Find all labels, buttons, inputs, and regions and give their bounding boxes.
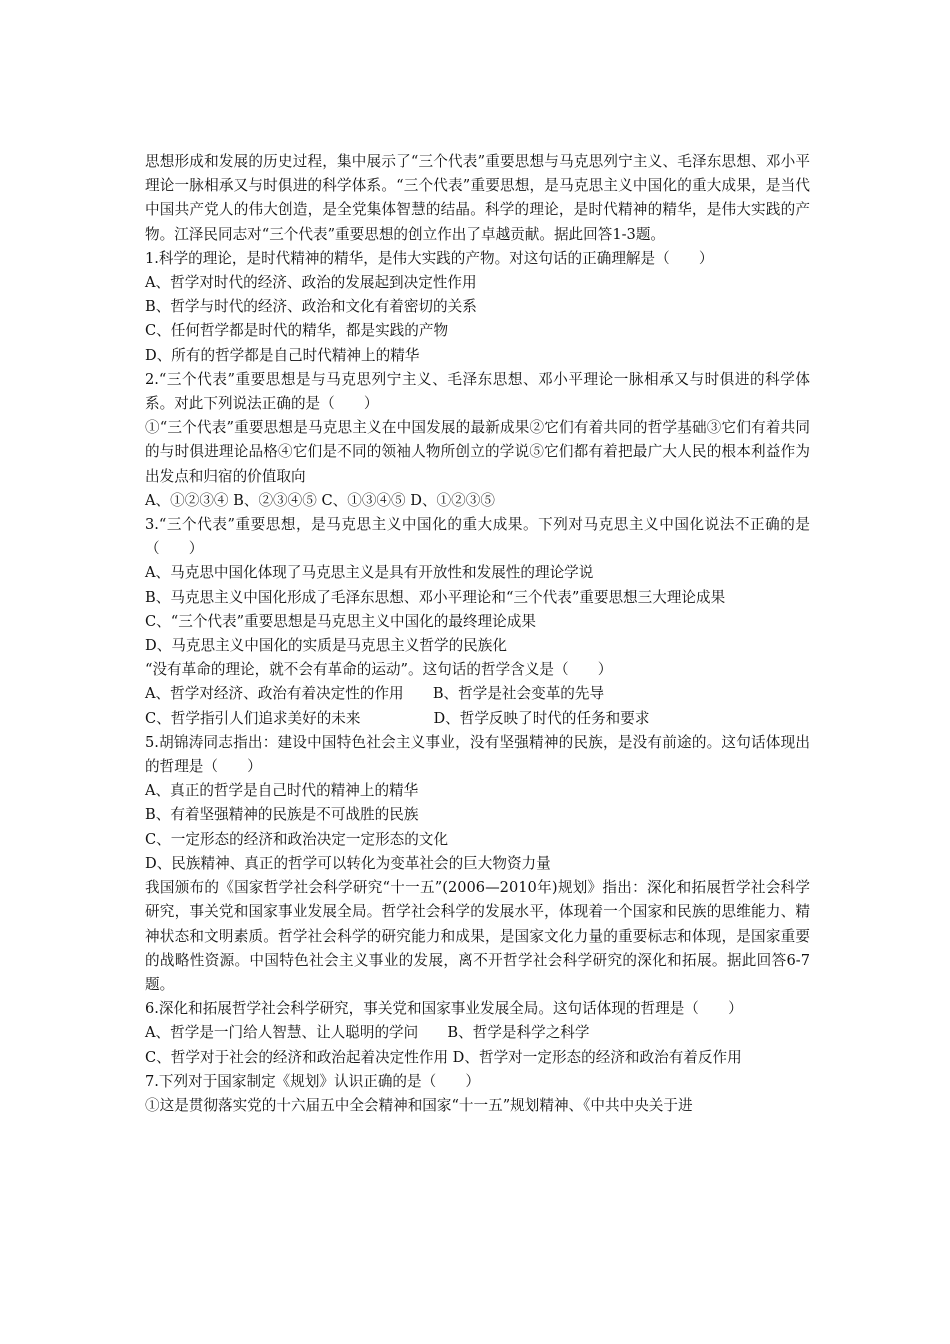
q2-options: A、①②③④ B、②③④⑤ C、①③④⑤ D、①②③⑤: [145, 491, 495, 509]
question-7: 7.下列对于国家制定《规划》认识正确的是（ ）: [145, 1072, 480, 1090]
q5-option-c: C、一定形态的经济和政治决定一定形态的文化: [145, 830, 449, 848]
q1-option-d: D、所有的哲学都是自己时代精神上的精华: [145, 346, 420, 364]
question-5: 5.胡锦涛同志指出：建设中国特色社会主义事业，没有坚强精神的民族，是没有前途的。这句话体现出的哲理是（ ）: [145, 733, 810, 776]
q6-options-ab: A、哲学是一门给人智慧、让人聪明的学问 B、哲学是科学之科学: [145, 1024, 590, 1042]
q1-option-b: B、哲学与时代的经济、政治和文化有着密切的关系: [145, 298, 477, 316]
q1-option-c: C、任何哲学都是时代的精华，都是实践的产物: [145, 322, 449, 340]
intro-passage: 思想形成和发展的历史过程，集中展示了“三个代表”重要思想与马克思列宁主义、毛泽东思想、邓小平理论一脉相承又与时俱进的科学体系。“三个代表”重要思想，是马克思主义中国化的重大成果，是当代中国共产党人的伟大创造，是全党集体智慧的结晶。科学的理论，是时代精神的精华，是伟大实践的产物。江泽民同志对“三个代表”重要思想的创立作出了卓越贡献。据此回答1-3题。: [145, 153, 810, 243]
q3-option-a: A、马克思中国化体现了马克思主义是具有开放性和发展性的理论学说: [145, 564, 594, 582]
q5-option-d: D、民族精神、真正的哲学可以转化为变革社会的巨大物资力量: [145, 854, 551, 872]
question-4: “没有革命的理论，就不会有革命的运动”。这句话的哲学含义是（ ）: [145, 661, 613, 679]
question-3: 3.“三个代表”重要思想，是马克思主义中国化的重大成果。下列对马克思主义中国化说法不正确的是（ ）: [145, 516, 810, 558]
document-body: [145, 150, 810, 1118]
plan-passage: 我国颁布的《国家哲学社会科学研究“十一五”(2006—2010年)规划》指出：深化和拓展哲学社会科学研究，事关党和国家事业发展全局。哲学社会科学的发展水平，体现着一个国家和民族的思维能力、精神状态和文明素质。哲学社会科学的研究能力和成果，是国家文化力量的重要标志和体现，是国家重要的战略性资源。中国特色社会主义事业的发展，离不开哲学社会科学研究的深化和拓展。据此回答6-7题。: [145, 879, 810, 993]
question-6: 6.深化和拓展哲学社会科学研究，事关党和国家事业发展全局。这句话体现的哲理是（ ）: [145, 1000, 743, 1018]
question-2: 2.“三个代表”重要思想是与马克思列宁主义、毛泽东思想、邓小平理论一脉相承又与时俱进的科学体系。对此下列说法正确的是（ ）: [145, 370, 810, 413]
q3-option-b: B、马克思主义中国化形成了毛泽东思想、邓小平理论和“三个代表”重要思想三大理论成果: [145, 588, 726, 606]
q4-options-ab: A、哲学对经济、政治有着决定性的作用 B、哲学是社会变革的先导: [145, 685, 605, 703]
q1-option-a: A、哲学对时代的经济、政治的发展起到决定性作用: [145, 274, 477, 292]
q3-option-c: C、“三个代表”重要思想是马克思主义中国化的最终理论成果: [145, 612, 536, 630]
q7-statement-1: ①这是贯彻落实党的十六届五中全会精神和国家“十一五”规划精神、《中共中央关于进: [145, 1096, 693, 1114]
q3-option-d: D、马克思主义中国化的实质是马克思主义哲学的民族化: [145, 637, 507, 655]
q2-statements: ①“三个代表”重要思想是马克思主义在中国发展的最新成果②它们有着共同的哲学基础③它们有着共同的与时俱进理论品格④它们是不同的领袖人物所创立的学说⑤它们都有着把最广大人民的根本利益作为出发点和归宿的价值取向: [145, 419, 810, 485]
q6-options-cd: C、哲学对于社会的经济和政治起着决定性作用 D、哲学对一定形态的经济和政治有着反作用: [145, 1048, 742, 1066]
q5-option-a: A、真正的哲学是自己时代的精神上的精华: [145, 782, 419, 800]
question-1: 1.科学的理论，是时代精神的精华，是伟大实践的产物。对这句话的正确理解是（ ）: [145, 249, 714, 267]
q5-option-b: B、有着坚强精神的民族是不可战胜的民族: [145, 806, 419, 824]
q4-options-cd: C、哲学指引人们追求美好的未来 D、哲学反映了时代的任务和要求: [145, 709, 650, 727]
